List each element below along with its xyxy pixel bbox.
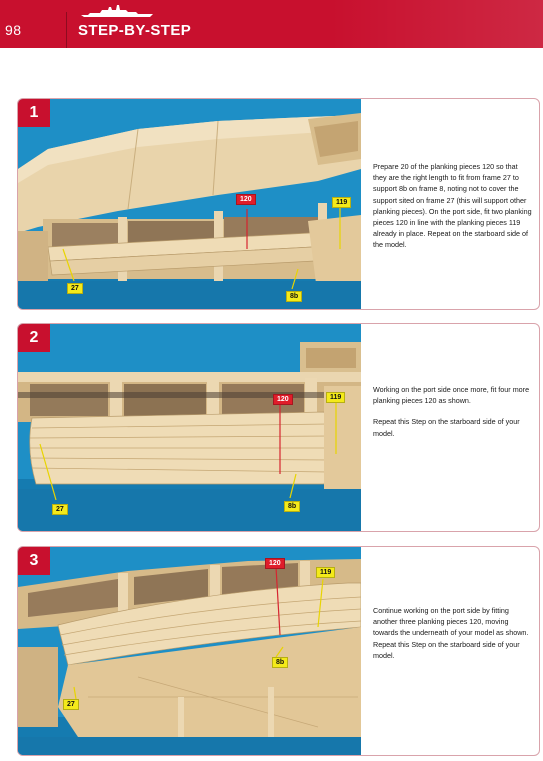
instruction-paragraph: Prepare 20 of the planking pieces 120 so that they are the right length to fit from frame 27 to support 8b on frame 8, noting not to cover the support sited on frame 27 (this will support other planking pieces). On the port side, fit two planking pieces 120 in line with the planking pieces 119 already in place. Repeat on the starboard side of the model.: [373, 162, 532, 250]
step-3-instructions: [373, 605, 533, 671]
hull-planking-illustration: [18, 99, 361, 309]
step-1-instructions: [373, 161, 533, 261]
step-number-badge: 3: [18, 547, 50, 575]
section-title: STEP-BY-STEP: [78, 22, 192, 39]
part-label-27: 27: [63, 699, 79, 710]
header-divider: [66, 12, 67, 48]
step-2-panel: [17, 323, 540, 532]
part-label-120: 120: [236, 194, 256, 205]
battleship-silhouette-icon: [80, 4, 154, 18]
part-label-119: 119: [326, 392, 345, 403]
part-label-8b: 8b: [286, 291, 302, 302]
part-label-8b: 8b: [284, 501, 300, 512]
part-label-120: 120: [273, 394, 293, 405]
page-header: [0, 0, 543, 48]
part-label-119: 119: [316, 567, 335, 578]
part-label-119: 119: [332, 197, 351, 208]
part-label-120: 120: [265, 558, 285, 569]
header-shade: [330, 0, 543, 48]
step-number-badge: 2: [18, 324, 50, 352]
part-label-8b: 8b: [272, 657, 288, 668]
step-1-panel: [17, 98, 540, 310]
step-3-photo: [18, 547, 361, 755]
part-label-27: 27: [52, 504, 68, 515]
step-number-badge: 1: [18, 99, 50, 127]
hull-planking-illustration: [18, 324, 361, 531]
instruction-paragraph: Continue working on the port side by fitting another three planking pieces 120, moving towards the underneath of your model as shown. Repeat this Step on the starboard side of your model.: [373, 606, 529, 660]
step-1-photo: [18, 99, 361, 309]
hull-planking-illustration: [18, 547, 361, 755]
step-2-instructions: [373, 384, 533, 449]
part-label-27: 27: [67, 283, 83, 294]
instruction-paragraph: Repeat this Step on the starboard side of your model.: [373, 417, 520, 438]
instruction-paragraph: Working on the port side once more, fit four more planking pieces 120 as shown.: [373, 385, 530, 406]
page-number: 98: [5, 22, 22, 38]
step-3-panel: [17, 546, 540, 756]
step-2-photo: [18, 324, 361, 531]
